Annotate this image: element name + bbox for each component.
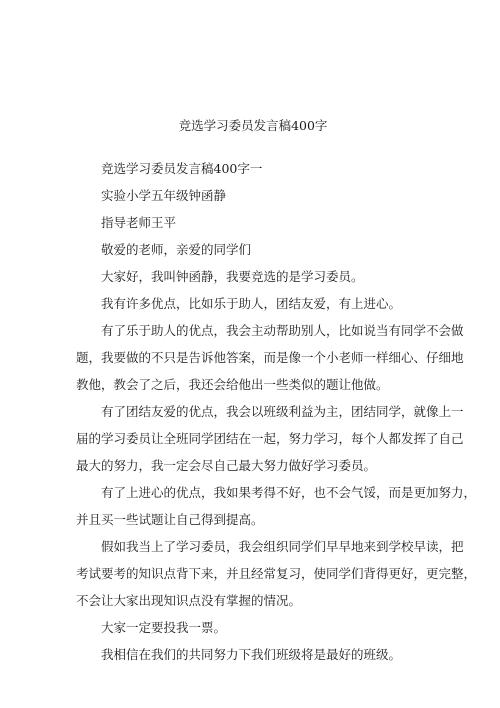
paragraph-plan <box>76 533 477 614</box>
intro-line: 我有许多优点，比如乐于助人，团结友爱，有上进心。 <box>101 296 402 311</box>
paragraph-row: 考试要考的知识点背下来，并且经常复习，使同学们背得更好，更完整， <box>76 566 477 581</box>
paragraph-row: 并且买一些试题让自己得到提高。 <box>76 512 264 527</box>
document-title: 竞选学习委员发言稿400字 <box>178 118 328 133</box>
paragraph-row: 教他，教会了之后，我还会给他出一些类似的题让他做。 <box>76 377 389 392</box>
paragraph-row: 有了乐于助人的优点，我会主动帮助别人，比如说当有同学不会做 <box>101 323 464 338</box>
paragraph-row: 题，我要做的不只是告诉他答案，而是像一个小老师一样细心、仔细地 <box>76 350 464 365</box>
paragraph-helpful <box>76 317 464 398</box>
paragraph-row: 届的学习委员让全班同学团结在一起，努力学习，每个人都发挥了自己 <box>76 431 464 446</box>
vote-request-line: 大家一定要投我一票。 <box>101 620 227 635</box>
paragraph-row: 假如我当上了学习委员，我会组织同学们早早地来到学校早读，把 <box>101 539 464 554</box>
paragraph-progress <box>76 479 477 533</box>
salutation-line: 敬爱的老师，亲爱的同学们 <box>101 242 252 257</box>
author-line: 实验小学五年级钟函静 <box>101 188 227 203</box>
paragraph-row: 最大的努力，我一定会尽自己最大努力做好学习委员。 <box>76 458 377 473</box>
paragraph-row: 不会让大家出现知识点没有掌握的情况。 <box>76 593 302 608</box>
paragraph-unity <box>76 398 464 479</box>
subtitle-line: 竞选学习委员发言稿400字一 <box>101 161 263 176</box>
teacher-line: 指导老师王平 <box>101 215 177 230</box>
paragraph-row: 有了上进心的优点，我如果考得不好，也不会气馁，而是更加努力， <box>101 485 477 500</box>
closing-line: 我相信在我们的共同努力下我们班级将是最好的班级。 <box>101 647 402 662</box>
greeting-line: 大家好，我叫钟函静，我要竞选的是学习委员。 <box>101 269 364 284</box>
paragraph-row: 有了团结友爱的优点，我会以班级利益为主，团结同学，就像上一 <box>101 404 464 419</box>
